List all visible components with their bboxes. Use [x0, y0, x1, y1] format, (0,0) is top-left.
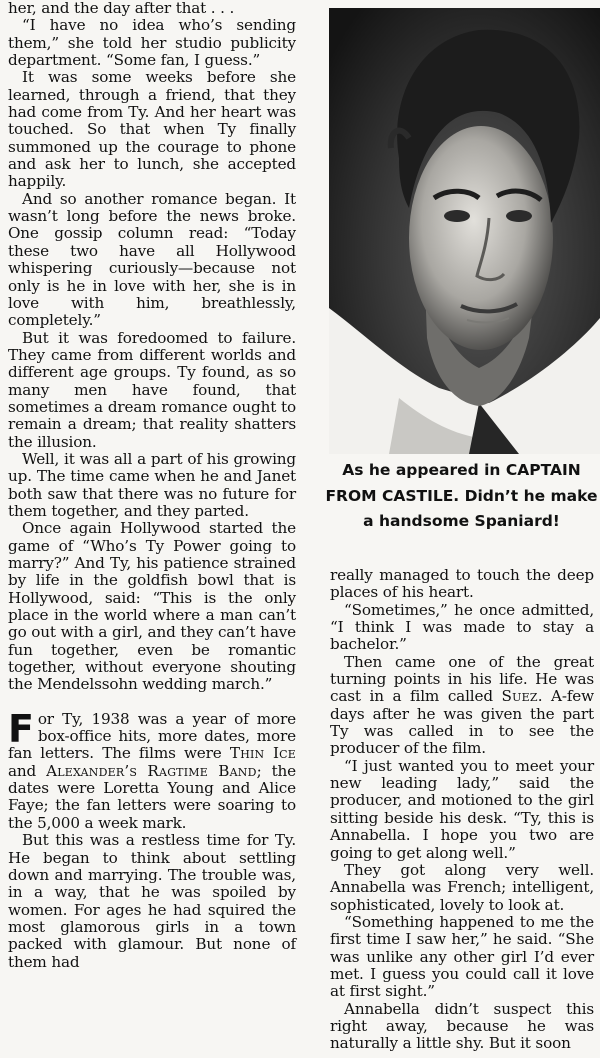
paragraph: It was some weeks before she learned, through a friend, that they had come from Ty. And her heart was touched. So that when Ty finally summoned up the courage to phone and ask her to lunch, she accepted happily.: [8, 68, 296, 191]
paragraph: But this was a restless time for Ty. He began to think about settling down and marrying. The trouble was, in a way, that he was spoiled by women. For ages he had squired the most glamorous girls in a town packed with glamour. But none of them had: [8, 831, 296, 971]
paragraph: Once again Hollywood started the game of “Who’s Ty Power going to marry?” And Ty, his patience strained by life in the goldfish bowl that is Hollywood, said: “This is the only place in the world where a man can’t go out with a girl, and they can’t have fun together, even be romantic together, without everyone shouting the Mendelssohn wedding march.”: [8, 519, 296, 694]
photo-caption: As he appeared in CAPTAIN FROM CASTILE. Didn’t he make a handsome Spaniard!: [325, 461, 598, 530]
paragraph: really managed to touch the deep places of his heart.: [330, 566, 594, 602]
text-run: and: [8, 761, 47, 780]
section-opening-paragraph: [8, 706, 297, 832]
film-title: Thin Ice: [229, 744, 296, 763]
text-run: Then came one of the great turning points in his life. He was cast in a film called: [330, 652, 594, 706]
film-title: Alexander’s Ragtime Band: [46, 761, 257, 780]
right-text-column: [330, 567, 594, 1053]
paragraph: “Something happened to me the first time I saw her,” he said. “She was unlike any other girl I’d ever met. I guess you could call it love at first sight.”: [330, 912, 594, 1001]
left-text-column: [8, 0, 296, 971]
portrait-illustration: [329, 8, 600, 454]
paragraph: And so another romance began. It wasn’t long before the news broke. One gossip column read: “Today these two have all Hollywood whispering curiously—because not only is he in love with her, she is in love with him, breathlessly, completely.”: [8, 189, 296, 330]
paragraph: [330, 654, 594, 758]
paragraph: “I just wanted you to meet your new leading lady,” said the producer, and motioned to the girl sitting beside his desk. “Ty, this is Annabella. I hope you two are going to get along well.”: [330, 756, 594, 862]
section-gap: [8, 694, 296, 711]
drop-cap: F: [8, 706, 34, 751]
paragraph: her, and the day after that . . .: [8, 0, 235, 17]
paragraph: “I have no idea who’s sending them,” she told her studio publicity department. “Some fan, I guess.”: [8, 16, 296, 70]
film-title: Suez: [501, 687, 538, 706]
text-run: ; the dates were Loretta Young and Alice Faye; the fan letters were soaring to the 5,000 a week mark.: [8, 761, 297, 832]
paragraph: They got along very well. Annabella was French; intelligent, sophisticated, lovely to look at.: [330, 860, 594, 914]
paragraph: Annabella didn’t suspect this right away, because he was naturally a little shy. But it soon: [330, 999, 594, 1053]
text-run: or Ty, 1938 was a year of more box-office hits, more dates, more fan letters. The films were: [8, 709, 296, 763]
text-run: . A-few days after he was given the part Ty was called in to see the producer of the film.: [330, 687, 594, 758]
paragraph: Well, it was all a part of his growing up. The time came when he and Janet both saw that there was no future for them together, and they parted.: [8, 449, 296, 520]
paragraph: “Sometimes,” he once admitted, “I think I was made to stay a bachelor.”: [330, 600, 594, 654]
paragraph: But it was foredoomed to failure. They came from different worlds and different age groups. Ty found, as so many men have found, that sometimes a dream romance ought to remain a dream; that reality shatters the illusion.: [8, 328, 296, 451]
portrait-photo: [329, 8, 600, 454]
